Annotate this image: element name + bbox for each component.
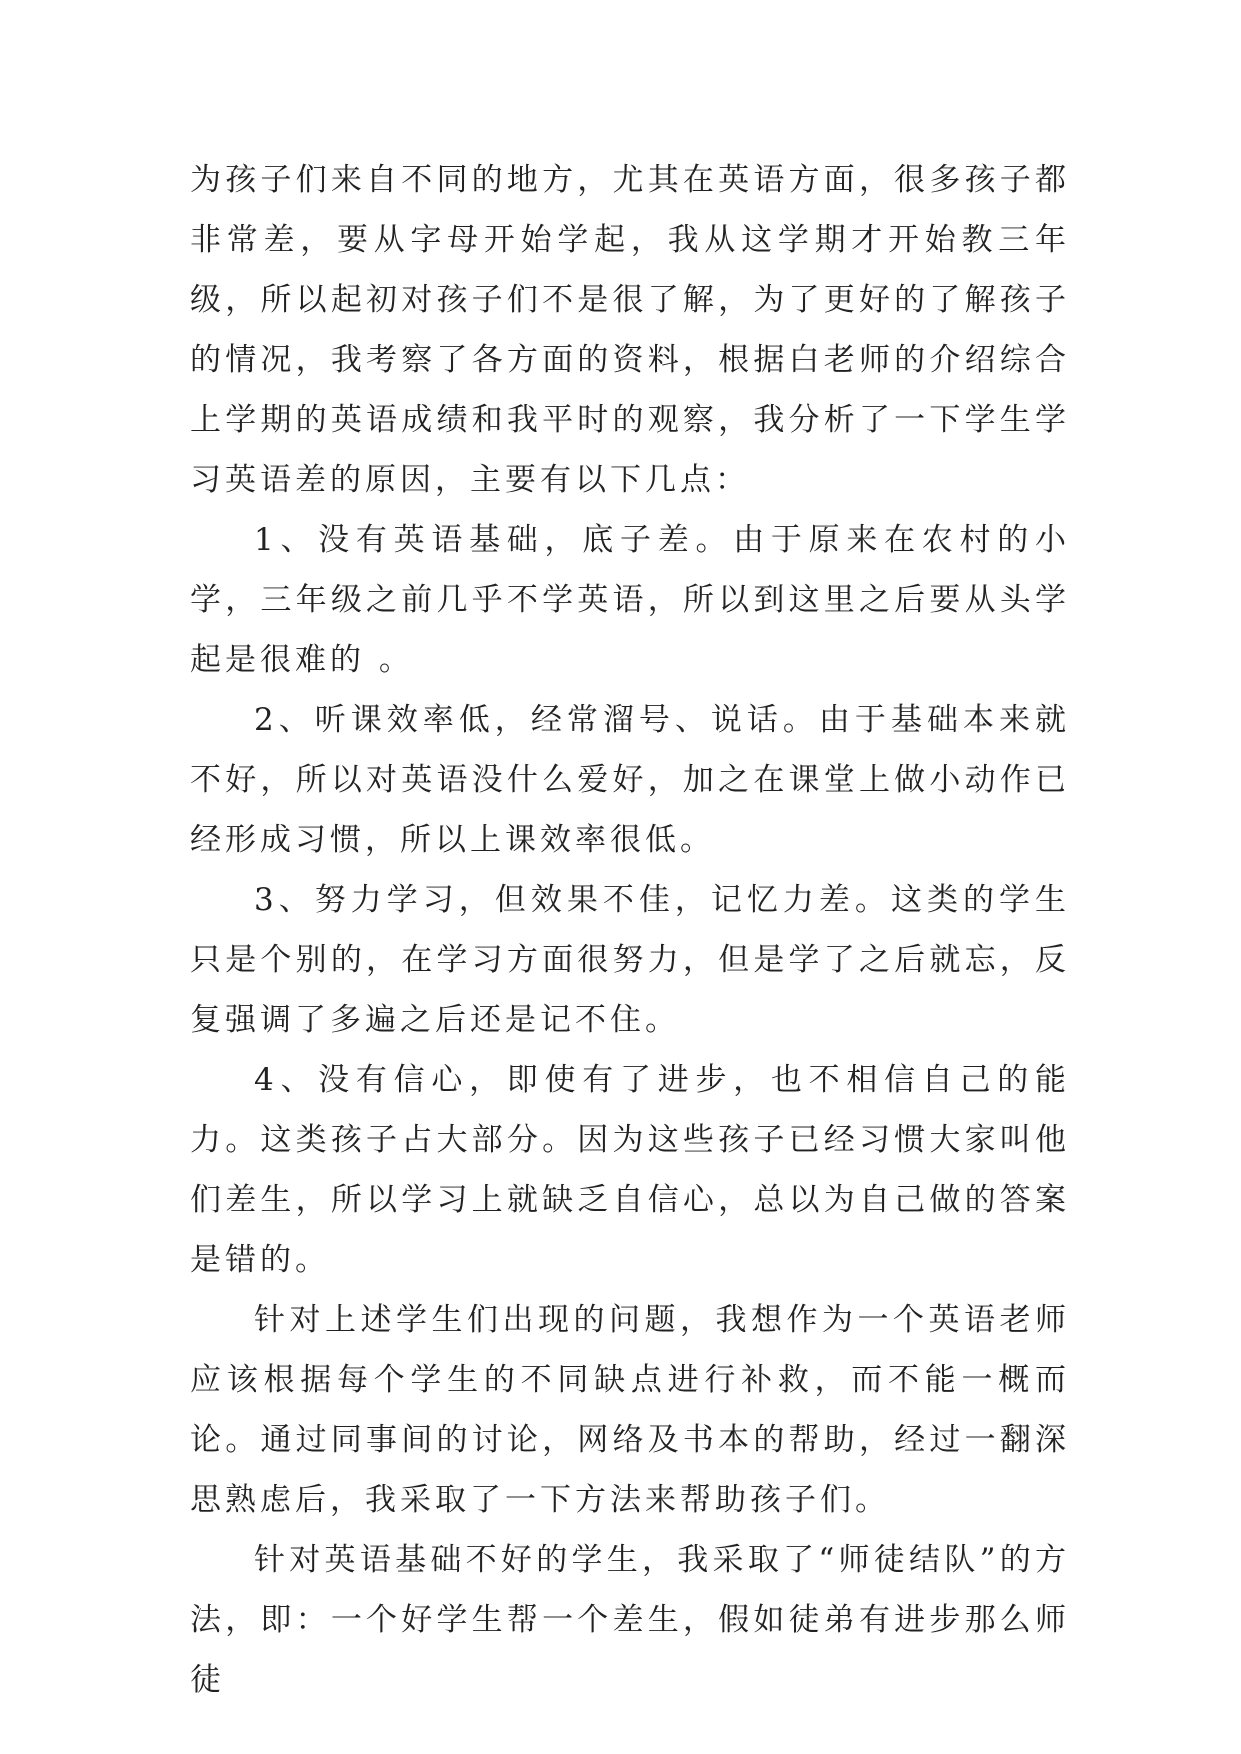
paragraph-response: 针对上述学生们出现的问题，我想作为一个英语老师应该根据每个学生的不同缺点进行补救，而不能一概而论。通过同事间的讨论，网络及书本的帮助，经过一翻深思熟虑后，我采取了一下方法来帮助孩子们。 [190, 1302, 1070, 1518]
paragraph-method-1: 针对英语基础不好的学生，我采取了“师徒结队”的方法，即：一个好学生帮一个差生，假如徒弟有进步那么师徒 [190, 1542, 1070, 1698]
document-body [190, 150, 1070, 1710]
paragraph-point-4: 4、没有信心，即使有了进步，也不相信自己的能力。这类孩子占大部分。因为这些孩子已经习惯大家叫他们差生，所以学习上就缺乏自信心，总以为自己做的答案是错的。 [190, 1062, 1070, 1278]
paragraph-point-1: 1、没有英语基础，底子差。由于原来在农村的小学，三年级之前几乎不学英语，所以到这里之后要从头学起是很难的 。 [190, 522, 1070, 678]
paragraph-point-3: 3、努力学习，但效果不佳，记忆力差。这类的学生只是个别的，在学习方面很努力，但是学了之后就忘，反复强调了多遍之后还是记不住。 [190, 882, 1070, 1038]
paragraph-intro: 为孩子们来自不同的地方，尤其在英语方面，很多孩子都非常差，要从字母开始学起，我从这学期才开始教三年级，所以起初对孩子们不是很了解，为了更好的了解孩子的情况，我考察了各方面的资料，根据白老师的介绍综合上学期的英语成绩和我平时的观察，我分析了一下学生学习英语差的原因，主要有以下几点： [190, 162, 1070, 498]
paragraph-point-2: 2、听课效率低，经常溜号、说话。由于基础本来就不好，所以对英语没什么爱好，加之在课堂上做小动作已经形成习惯，所以上课效率很低。 [190, 702, 1070, 858]
